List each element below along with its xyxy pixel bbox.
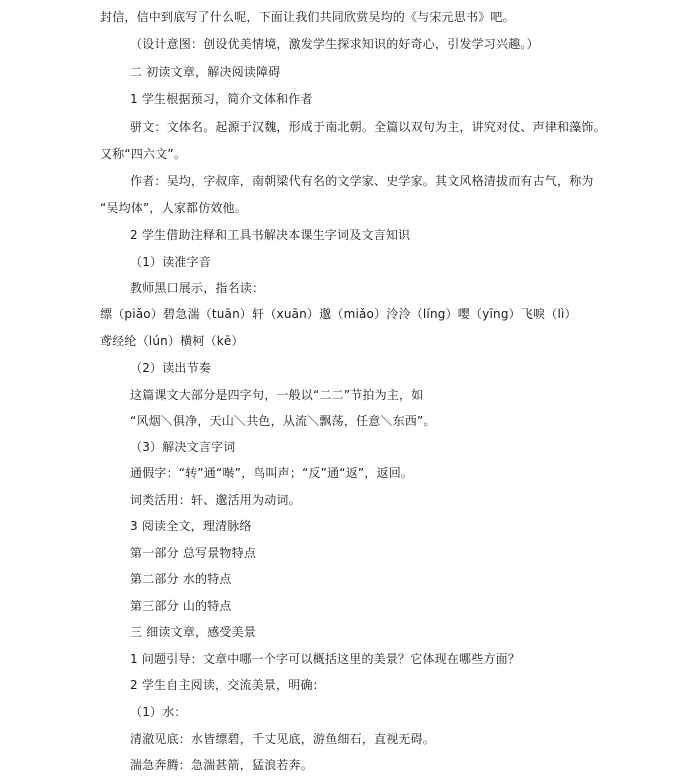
text-line: 作者：吴均，字叔庠，南朝梁代有名的文学家、史学家。其文风格清拔而有古气，称为 bbox=[130, 174, 594, 188]
text-line: 清澈见底：水皆缥碧，千丈见底，游鱼细石，直视无碍。 bbox=[130, 732, 436, 746]
text-line: “吴均体”，人家都仿效他。 bbox=[100, 201, 248, 215]
text-line: 2 学生借助注释和工具书解决本课生字词及文言知识 bbox=[130, 228, 411, 242]
text-line: 通假字：“转”通“啭”，鸟叫声；“反”通“返”，返回。 bbox=[130, 466, 414, 480]
text-line: （1）水： bbox=[130, 705, 187, 719]
section-heading: 三 细读文章，感受美景 bbox=[130, 625, 257, 639]
text-line: 鸢经纶（lún）横柯（kē） bbox=[100, 334, 244, 348]
text-line: 第一部分 总写景物特点 bbox=[130, 546, 257, 560]
text-line: 湍急奔腾：急湍甚箭，猛浪若奔。 bbox=[130, 758, 314, 772]
text-line: 又称“四六文”。 bbox=[100, 147, 187, 161]
text-line: 1 问题引导：文章中哪一个字可以概括这里的美景？它体现在哪些方面？ bbox=[130, 652, 521, 666]
text-line: 3 阅读全文，理清脉络 bbox=[130, 519, 252, 533]
text-line: 骈文：文体名。起源于汉魏，形成于南北朝。全篇以双句为主，讲究对仗、声律和藻饰。 bbox=[130, 120, 606, 134]
text-line: 第三部分 山的特点 bbox=[130, 599, 232, 613]
text-line: 词类活用：轩、邈活用为动词。 bbox=[130, 493, 301, 507]
text-line: （2）读出节奏 bbox=[130, 361, 212, 375]
text-line: （设计意图：创设优美情境，激发学生探求知识的好奇心，引发学习兴趣。） bbox=[130, 37, 539, 51]
section-heading: 二 初读文章，解决阅读障碍 bbox=[130, 65, 281, 79]
text-line: 第二部分 水的特点 bbox=[130, 572, 232, 586]
text-line: 封信，信中到底写了什么呢，下面让我们共同欣赏吴均的《与宋元思书》吧。 bbox=[100, 10, 515, 24]
text-line: 教师黑口展示，指名读： bbox=[130, 281, 265, 295]
text-line: （1）读准字音 bbox=[130, 255, 212, 269]
text-line: 缥（piǎo）碧急湍（tuān）轩（xuān）邈（miǎo）泠泠（líng）嘤（yīng）飞唳（lì） bbox=[100, 307, 577, 321]
text-line: 2 学生自主阅读，交流美景，明确： bbox=[130, 678, 325, 692]
text-line: 1 学生根据预习，简介文体和作者 bbox=[130, 92, 313, 106]
text-line: “风烟＼俱净，天山＼共色，从流＼飘荡，任意＼东西”。 bbox=[130, 414, 436, 428]
text-line: 这篇课文大部分是四字句，一般以“二二”节拍为主，如 bbox=[130, 388, 424, 402]
text-line: （3）解决文言字词 bbox=[130, 440, 236, 454]
